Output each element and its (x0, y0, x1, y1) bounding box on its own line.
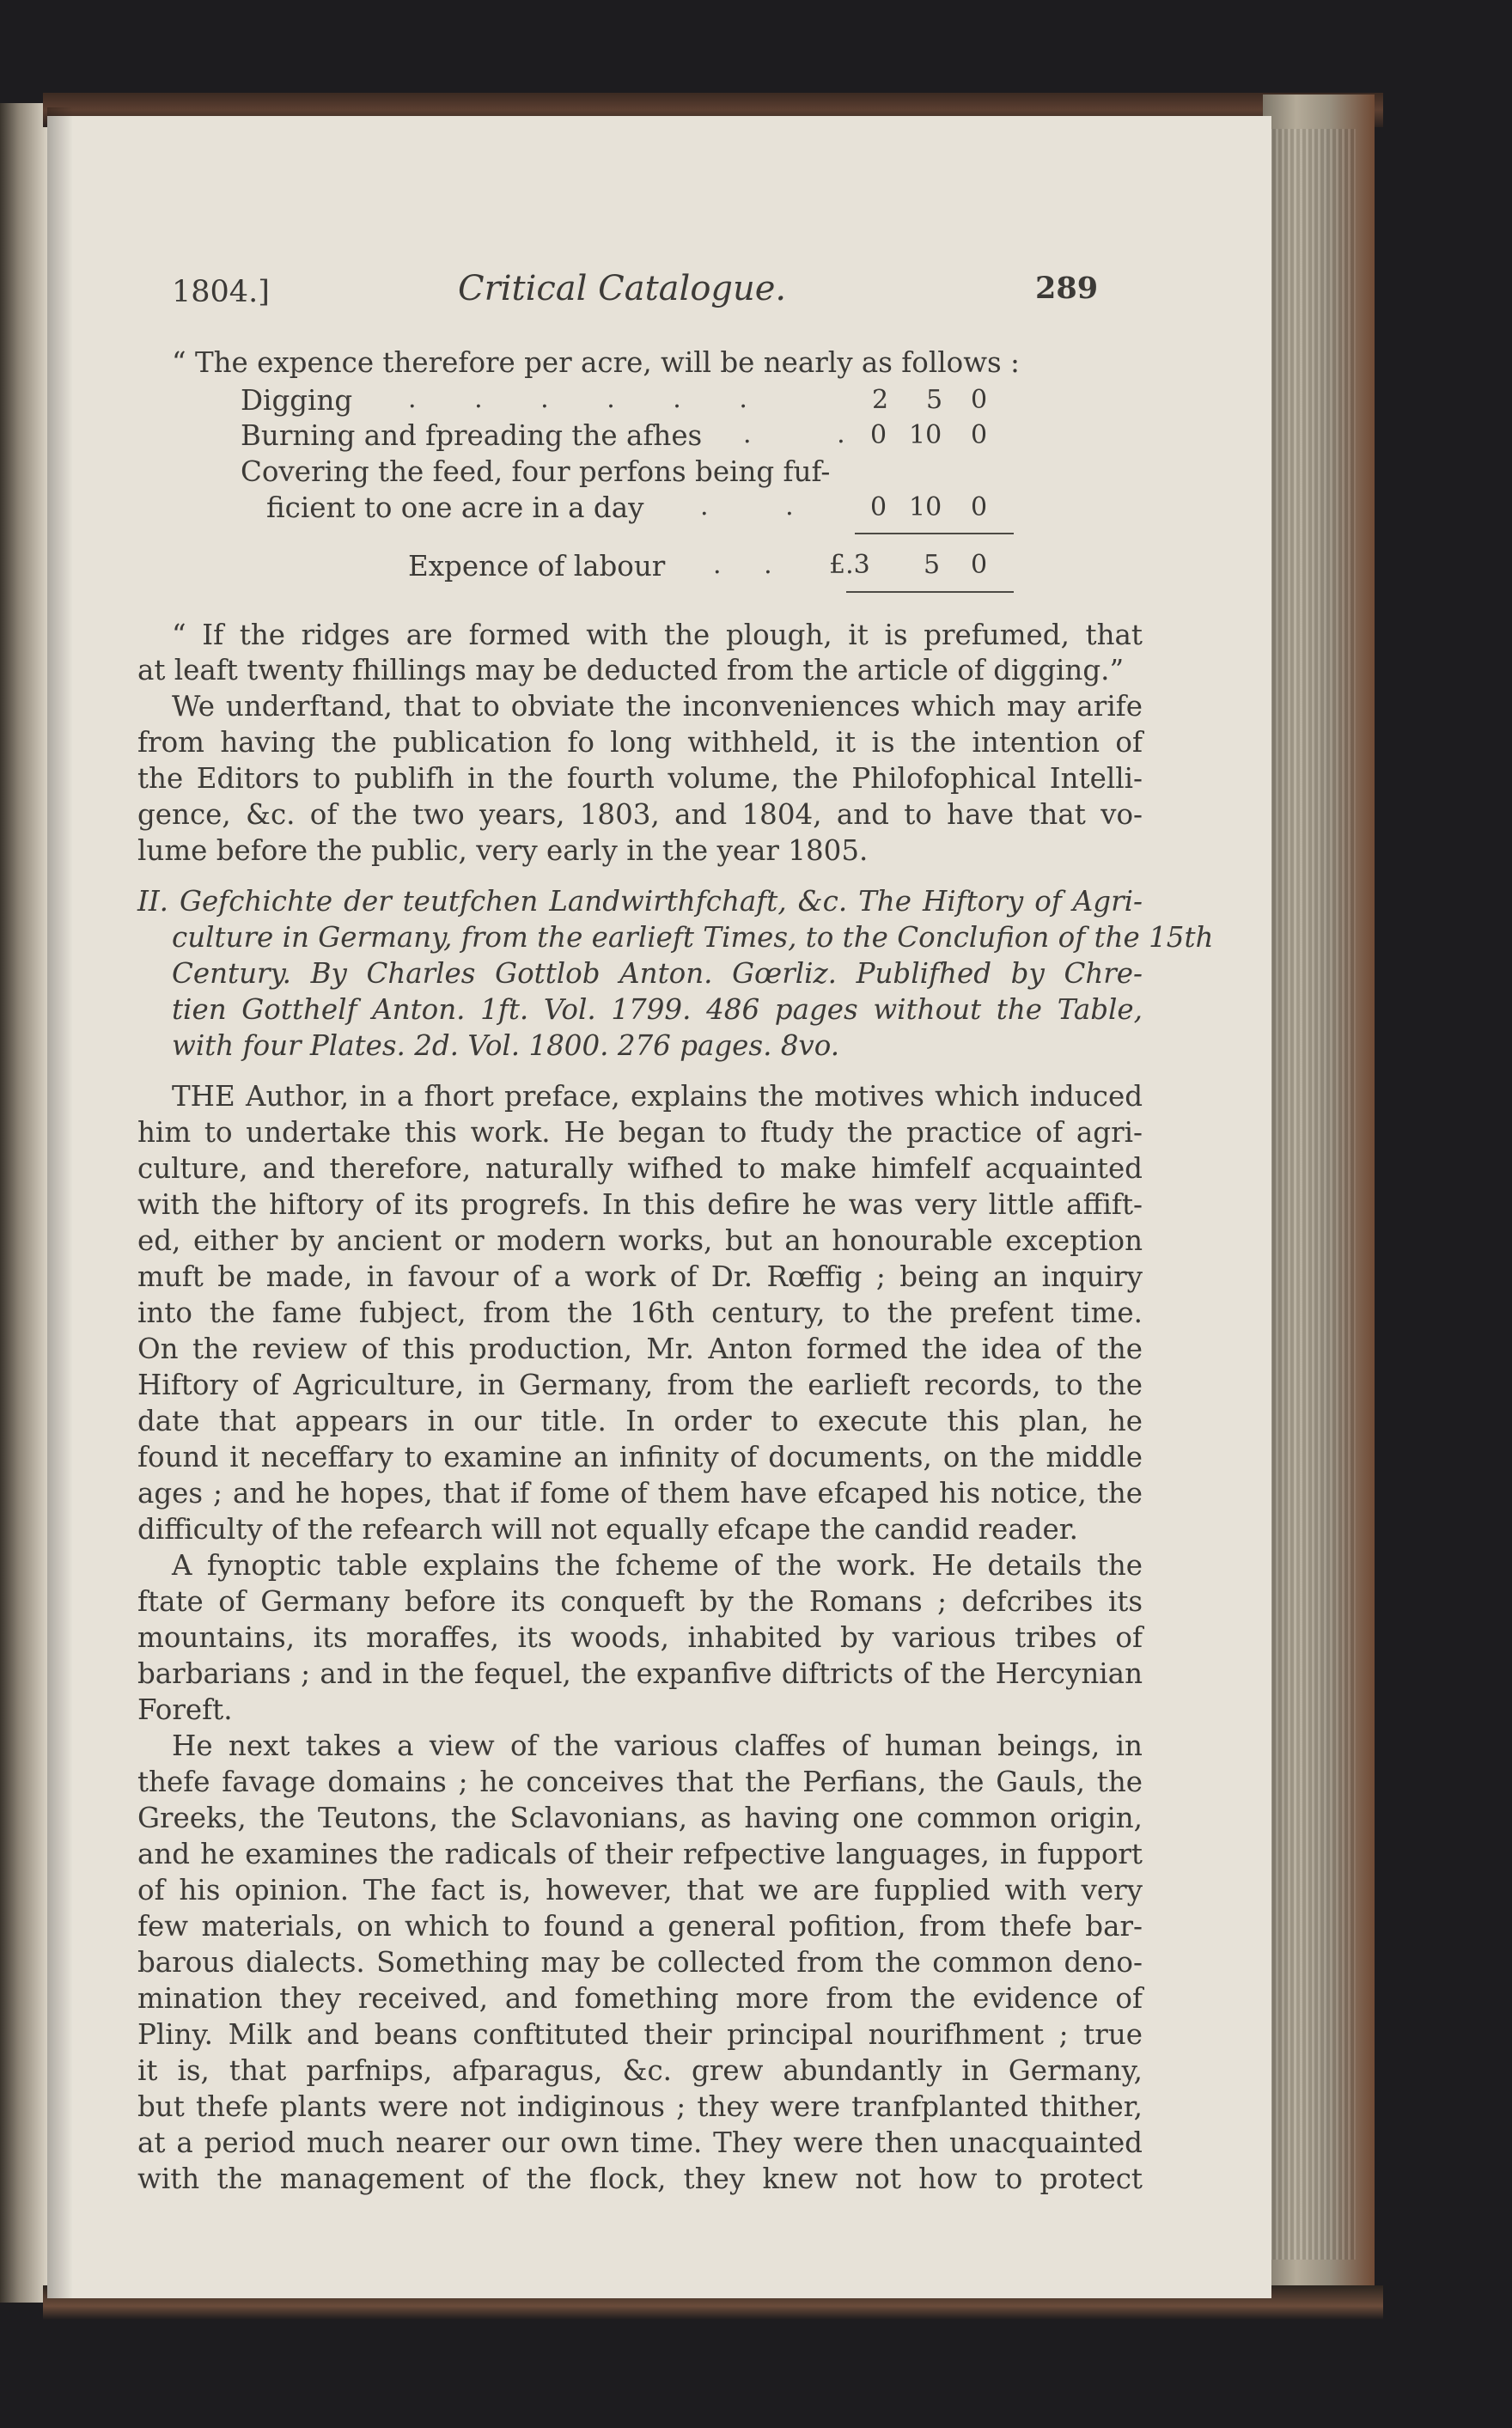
text-line: tien Gotthelf Anton. 1ft. Vol. 1799. 486 pages without the Table, (172, 993, 1143, 1026)
text-line: difficulty of the refearch will not equally efcape the candid reader. (137, 1513, 1078, 1546)
text-line: mountains, its moraffes, its woods, inhabited by various tribes of (137, 1621, 1143, 1654)
leader-dots: . . . . . . (408, 384, 747, 414)
amount-shillings: 5 (926, 385, 943, 415)
text-line: from having the publication fo long withheld, it is the intention of (137, 726, 1143, 759)
gutter-shadow (47, 107, 73, 2298)
running-title: Critical Catalogue. (458, 269, 787, 308)
sum-rule-bottom (846, 591, 1014, 593)
text-line: few materials, on which to found a general pofition, from thefe bar- (137, 1910, 1143, 1943)
text-line: culture, and therefore, naturally wifhed to make himfelf acquainted (137, 1152, 1143, 1185)
total-pence: 0 (971, 550, 988, 580)
text-line: at leaft twenty fhillings may be deducted from the article of digging.” (137, 654, 1125, 686)
text-line: of his opinion. The fact is, however, that we are fupplied with very (137, 1874, 1143, 1906)
text-line: it is, that parfnips, afparagus, &c. grew abundantly in Germany, (137, 2054, 1143, 2087)
leader-dots: . . (743, 419, 845, 449)
text-line: found it neceffary to examine an infinity of documents, on the middle (137, 1441, 1143, 1473)
text-line: date that appears in our title. In order to execute this plan, he (137, 1405, 1143, 1437)
text-line: with four Plates. 2d. Vol. 1800. 276 pages. 8vo. (172, 1029, 840, 1062)
text-line: He next takes a view of the various claffes of human beings, in (172, 1729, 1143, 1762)
amount-pence: 0 (971, 385, 988, 415)
text-line: On the review of this production, Mr. Anton formed the idea of the (137, 1333, 1143, 1365)
text-line: A fynoptic table explains the fcheme of the work. He details the (172, 1549, 1143, 1582)
text-line: Hiftory of Agriculture, in Germany, from the earlieft records, to the (137, 1369, 1143, 1401)
text-line: but thefe plants were not indiginous ; they were tranfplanted thither, (137, 2090, 1143, 2123)
text-line: into the fame fubject, from the 16th century, to the prefent time. (137, 1296, 1143, 1329)
text-line: II. Gefchichte der teutfchen Landwirthfchaft, &c. The Hiftory of Agri- (137, 885, 1143, 918)
total-pounds: £.3 (829, 550, 870, 580)
leader-dots: . . (713, 550, 772, 580)
amount-pounds: 2 (872, 385, 889, 415)
left-page-edge (0, 103, 47, 2303)
page-number: 289 (1035, 271, 1099, 306)
amount-shillings: 10 (909, 420, 942, 450)
text-line: lume before the public, very early in the year 1805. (137, 834, 869, 867)
text-line: him to undertake this work. He began to ftudy the practice of agri- (137, 1116, 1143, 1149)
total-label: Expence of labour (408, 550, 666, 583)
table-intro: “ The expence therefore per acre, will be nearly as follows : (172, 346, 1020, 379)
total-shillings: 5 (924, 550, 941, 580)
text-line: gence, &c. of the two years, 1803, and 1804, and to have that vo- (137, 798, 1143, 831)
text-line: muft be made, in favour of a work of Dr. Rœffig ; being an inquiry (137, 1260, 1143, 1293)
text-line: We underftand, that to obviate the inconveniences which may arife (172, 690, 1143, 723)
text-line: barous dialects. Something may be collected from the common deno- (137, 1946, 1143, 1979)
text-line: with the hiftory of its progrefs. In this defire he was very little affift- (137, 1188, 1143, 1221)
sum-rule-top (855, 533, 1014, 534)
header-year: 1804.] (172, 275, 270, 309)
amount-pounds: 0 (870, 492, 887, 522)
text-line: Century. By Charles Gottlob Anton. Gœrliz. Publifhed by Chre- (172, 957, 1143, 990)
amount-pounds: 0 (870, 420, 887, 450)
text-line: at a period much nearer our own time. They were then unacquainted (137, 2126, 1143, 2159)
amount-shillings: 10 (909, 492, 942, 522)
text-line: and he examines the radicals of their refpective languages, in fupport (137, 1838, 1143, 1870)
text-line: ages ; and he hopes, that if fome of them have efcaped his notice, the (137, 1477, 1143, 1510)
text-line: ed, either by ancient or modern works, but an honourable exception (137, 1224, 1143, 1257)
text-line: thefe favage domains ; he conceives that the Perfians, the Gauls, the (137, 1766, 1143, 1798)
text-line: “ If the ridges are formed with the plough, it is prefumed, that (172, 619, 1143, 651)
text-line: Greeks, the Teutons, the Sclavonians, as having one common origin, (137, 1802, 1143, 1834)
text-line: with the management of the flock, they knew not how to protect (137, 2163, 1143, 2195)
page-stack-edges (1270, 129, 1356, 2260)
text-line: Foreft. (137, 1693, 233, 1726)
text-line: THE Author, in a fhort preface, explains the motives which induced (172, 1080, 1143, 1113)
text-line: Pliny. Milk and beans conftituted their principal nourifhment ; true (137, 2018, 1143, 2051)
text-line: ftate of Germany before its conqueft by the Romans ; defcribes its (137, 1585, 1143, 1618)
row-label: Burning and fpreading the afhes (241, 419, 703, 452)
book-page (47, 116, 1271, 2298)
text-line: mination they received, and fomething more from the evidence of (137, 1982, 1143, 2015)
amount-pence: 0 (971, 492, 988, 522)
row-label: Covering the feed, four perfons being fuf- (241, 455, 831, 488)
amount-pence: 0 (971, 420, 988, 450)
leader-dots: . . (700, 491, 794, 522)
row-label: ficient to one acre in a day (266, 491, 644, 524)
row-label: Digging (241, 384, 353, 417)
text-line: barbarians ; and in the fequel, the expanfive diftricts of the Hercynian (137, 1657, 1143, 1690)
text-line: culture in Germany, from the earlieft Times, to the Conclufion of the 15th (172, 921, 1214, 954)
text-line: the Editors to publifh in the fourth volume, the Philofophical Intelli- (137, 762, 1143, 795)
